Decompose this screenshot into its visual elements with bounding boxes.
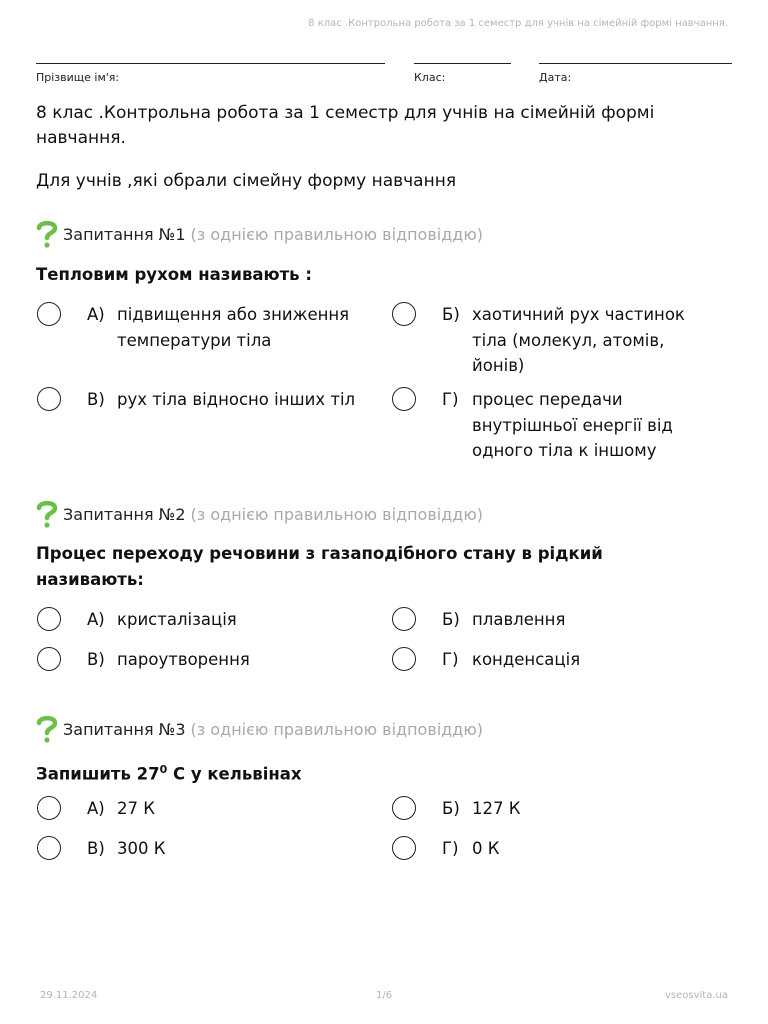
name-label: Прізвище ім'я: bbox=[36, 71, 120, 84]
option-letter: А) bbox=[87, 799, 105, 818]
question-2-text: Процес переходу речовини з газаподібного стану в рідкий називають: bbox=[36, 544, 603, 589]
q1-option-c[interactable] bbox=[37, 387, 387, 413]
option-text: пароутворення bbox=[117, 650, 250, 669]
q1-option-a[interactable] bbox=[37, 302, 355, 353]
footer-date: 29.11.2024 bbox=[40, 990, 98, 1001]
option-text: 300 К bbox=[117, 839, 166, 858]
option-text: кристалізація bbox=[117, 610, 237, 629]
option-letter: Г) bbox=[442, 839, 459, 858]
question-1-header bbox=[36, 219, 483, 249]
name-underline[interactable] bbox=[36, 63, 385, 64]
class-label: Клас: bbox=[414, 71, 446, 84]
question-3-text-tail: С у кельвінах bbox=[167, 764, 302, 784]
option-letter: Б) bbox=[442, 610, 460, 629]
radio-circle[interactable] bbox=[392, 647, 416, 671]
question-mark-icon bbox=[36, 220, 58, 248]
footer-page-number: 1/6 bbox=[376, 990, 393, 1001]
q3-option-a[interactable] bbox=[37, 796, 355, 822]
q3-option-c[interactable] bbox=[37, 836, 355, 862]
question-1-hint: (з однією правильною відповіддю) bbox=[190, 224, 484, 244]
question-2-label: Запитання №2 bbox=[63, 504, 186, 524]
option-letter: А) bbox=[87, 610, 105, 629]
radio-circle[interactable] bbox=[392, 302, 416, 326]
question-1-text: Тепловим рухом називають : bbox=[36, 265, 312, 284]
option-letter: В) bbox=[87, 650, 105, 669]
radio-circle[interactable] bbox=[392, 796, 416, 820]
q2-option-b[interactable] bbox=[392, 607, 710, 633]
radio-circle[interactable] bbox=[37, 302, 61, 326]
q1-option-d[interactable] bbox=[392, 387, 704, 464]
option-text: плавлення bbox=[472, 610, 566, 629]
radio-circle[interactable] bbox=[392, 607, 416, 631]
question-2-hint: (з однією правильною відповіддю) bbox=[190, 504, 484, 524]
q2-option-c[interactable] bbox=[37, 647, 355, 673]
radio-circle[interactable] bbox=[37, 796, 61, 820]
option-text: 0 К bbox=[472, 839, 500, 858]
radio-circle[interactable] bbox=[392, 387, 416, 411]
option-text: хаотичний рух частинок тіла (молекул, атомів, йонів) bbox=[472, 305, 685, 375]
running-header: 8 клас .Контрольна робота за 1 семестр для учнів на сімейній формі навчання. bbox=[308, 18, 728, 29]
option-letter: А) bbox=[87, 305, 105, 324]
question-3-header bbox=[36, 714, 483, 744]
option-letter: В) bbox=[87, 839, 105, 858]
option-text: конденсація bbox=[472, 650, 581, 669]
question-3-text-main: Запишить 27 bbox=[36, 764, 160, 784]
question-1-label: Запитання №1 bbox=[63, 224, 186, 244]
option-letter: Г) bbox=[442, 650, 459, 669]
question-3-hint: (з однією правильною відповіддю) bbox=[190, 719, 484, 739]
q2-option-d[interactable] bbox=[392, 647, 710, 673]
option-text: процес передачи внутрішньої енергії від одного тіла к іншому bbox=[472, 390, 673, 460]
option-letter: В) bbox=[87, 390, 105, 409]
option-letter: Б) bbox=[442, 305, 460, 324]
radio-circle[interactable] bbox=[392, 836, 416, 860]
question-3-text bbox=[36, 757, 726, 788]
q3-option-d[interactable] bbox=[392, 836, 710, 862]
q3-option-b[interactable] bbox=[392, 796, 710, 822]
question-3-label: Запитання №3 bbox=[63, 719, 186, 739]
option-letter: Б) bbox=[442, 799, 460, 818]
radio-circle[interactable] bbox=[37, 607, 61, 631]
option-letter: Г) bbox=[442, 390, 459, 409]
q2-option-a[interactable] bbox=[37, 607, 355, 633]
degree-superscript: 0 bbox=[159, 763, 168, 776]
radio-circle[interactable] bbox=[37, 387, 61, 411]
radio-circle[interactable] bbox=[37, 836, 61, 860]
question-2-header bbox=[36, 499, 483, 529]
option-text: рух тіла відносно інших тіл bbox=[117, 390, 356, 409]
option-text: підвищення або зниження температури тіла bbox=[117, 305, 350, 350]
page-title: 8 клас .Контрольна робота за 1 семестр для учнів на сімейній формі навчання. bbox=[36, 103, 655, 148]
date-underline[interactable] bbox=[539, 63, 732, 64]
date-label: Дата: bbox=[539, 71, 572, 84]
question-mark-icon bbox=[36, 500, 58, 528]
page-subtitle: Для учнів ,які обрали сімейну форму навчання bbox=[36, 171, 457, 191]
option-text: 127 К bbox=[472, 799, 521, 818]
radio-circle[interactable] bbox=[37, 647, 61, 671]
class-underline[interactable] bbox=[414, 63, 511, 64]
option-text: 27 К bbox=[117, 799, 155, 818]
footer-site-link[interactable]: vseosvita.ua bbox=[665, 990, 728, 1001]
question-mark-icon bbox=[36, 715, 58, 743]
q1-option-b[interactable] bbox=[392, 302, 710, 379]
